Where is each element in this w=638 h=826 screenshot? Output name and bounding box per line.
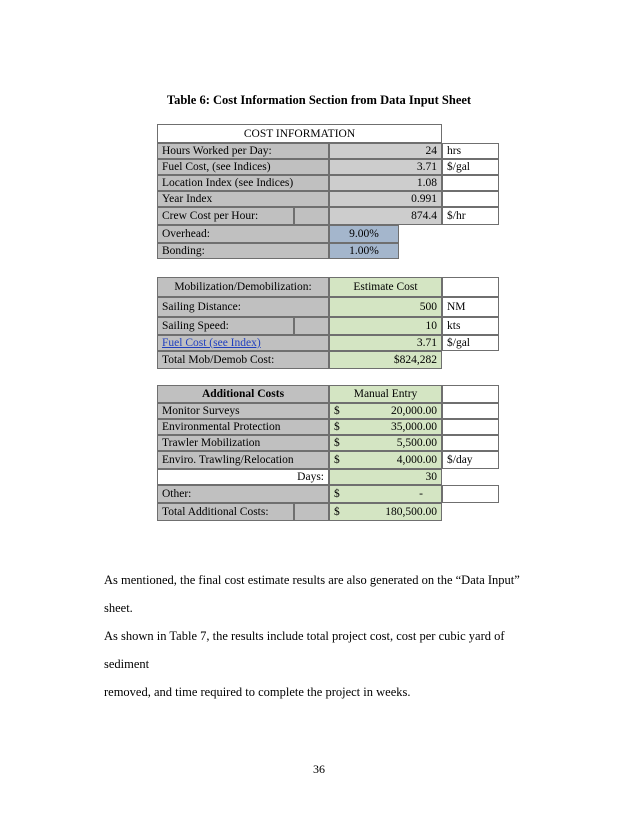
- crew-cost-value[interactable]: 874.4: [329, 207, 442, 225]
- days-value[interactable]: 30: [329, 469, 442, 485]
- crew-cost-label: Crew Cost per Hour:: [157, 207, 294, 225]
- paragraph-line: As mentioned, the final cost estimate results are also generated on the “Data Input” sheet.: [104, 573, 520, 615]
- cost-information-title: COST INFORMATION: [157, 124, 442, 143]
- other-value[interactable]: $ -: [329, 485, 442, 503]
- days-label: Days:: [157, 469, 329, 485]
- fuel-cost-unit: $/gal: [442, 159, 499, 175]
- sailing-distance-unit: NM: [442, 297, 499, 317]
- bonding-value[interactable]: 1.00%: [329, 243, 399, 259]
- year-index-label: Year Index: [157, 191, 329, 207]
- trawler-mobilization-value[interactable]: $ 5,500.00: [329, 435, 442, 451]
- paragraph-line: As shown in Table 7, the results include total project cost, cost per cubic yard of sediment: [104, 629, 505, 671]
- fuel-cost-index-link[interactable]: Fuel Cost (see Index): [157, 335, 329, 351]
- monitor-surveys-label: Monitor Surveys: [157, 403, 329, 419]
- hours-value[interactable]: 24: [329, 143, 442, 159]
- bonding-label: Bonding:: [157, 243, 329, 259]
- location-index-value[interactable]: 1.08: [329, 175, 442, 191]
- fuel-cost-value[interactable]: 3.71: [329, 159, 442, 175]
- environmental-protection-label: Environmental Protection: [157, 419, 329, 435]
- paragraph-line: removed, and time required to complete the project in weeks.: [104, 685, 411, 699]
- page-number: 36: [313, 762, 325, 776]
- year-index-unit: [442, 191, 499, 207]
- mobilization-table: [157, 277, 499, 369]
- manual-entry-header: Manual Entry: [329, 385, 442, 403]
- total-mob-value: $824,282: [329, 351, 442, 369]
- crew-cost-unit: $/hr: [442, 207, 499, 225]
- other-label: Other:: [157, 485, 329, 503]
- sailing-distance-value[interactable]: 500: [329, 297, 442, 317]
- sailing-distance-label: Sailing Distance:: [157, 297, 329, 317]
- additional-header: Additional Costs: [157, 385, 329, 403]
- total-additional-label: Total Additional Costs:: [157, 503, 294, 521]
- body-paragraph: [104, 566, 544, 706]
- trawler-mobilization-label: Trawler Mobilization: [157, 435, 329, 451]
- location-index-unit: [442, 175, 499, 191]
- environmental-protection-value[interactable]: $ 35,000.00: [329, 419, 442, 435]
- location-index-label: Location Index (see Indices): [157, 175, 329, 191]
- overhead-label: Overhead:: [157, 225, 329, 243]
- additional-costs-table: [157, 385, 499, 521]
- hours-unit: hrs: [442, 143, 499, 159]
- sailing-speed-label: Sailing Speed:: [157, 317, 294, 335]
- year-index-value[interactable]: 0.991: [329, 191, 442, 207]
- total-mob-label: Total Mob/Demob Cost:: [157, 351, 329, 369]
- mob-header: Mobilization/Demobilization:: [157, 277, 329, 297]
- cost-information-table: [157, 124, 499, 259]
- overhead-value[interactable]: 9.00%: [329, 225, 399, 243]
- enviro-trawling-unit: $/day: [442, 451, 499, 469]
- total-additional-value: $ 180,500.00: [329, 503, 442, 521]
- sailing-speed-unit: kts: [442, 317, 499, 335]
- sailing-speed-value[interactable]: 10: [329, 317, 442, 335]
- monitor-surveys-value[interactable]: $ 20,000.00: [329, 403, 442, 419]
- enviro-trawling-label: Enviro. Trawling/Relocation: [157, 451, 329, 469]
- mob-fuel-cost-unit: $/gal: [442, 335, 499, 351]
- mob-fuel-cost-value[interactable]: 3.71: [329, 335, 442, 351]
- enviro-trawling-value[interactable]: $ 4,000.00: [329, 451, 442, 469]
- table-caption: Table 6: Cost Information Section from Data Input Sheet: [166, 93, 472, 107]
- hours-label: Hours Worked per Day:: [157, 143, 329, 159]
- estimate-header: Estimate Cost: [329, 277, 442, 297]
- fuel-cost-label: Fuel Cost, (see Indices): [157, 159, 329, 175]
